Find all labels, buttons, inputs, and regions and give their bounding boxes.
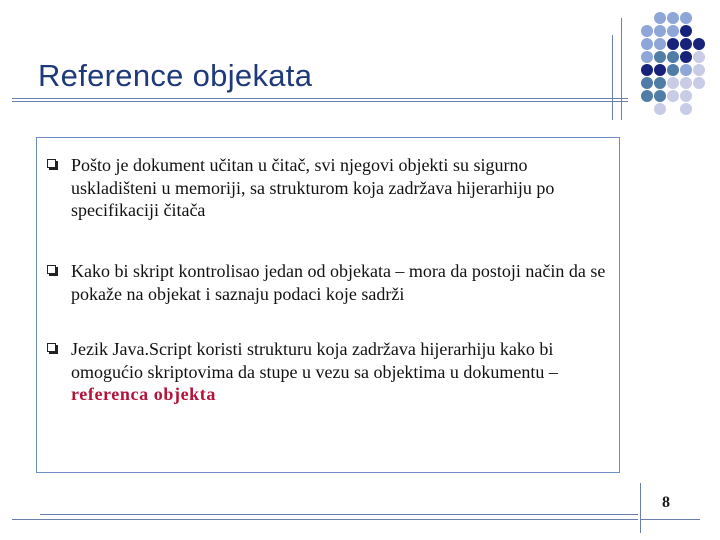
decorative-dot bbox=[654, 51, 666, 63]
decorative-dot bbox=[693, 64, 705, 76]
decorative-dot bbox=[693, 77, 705, 89]
bullet-text-body: Jezik Java.Script koristi strukturu koja zadržava hijerarhiju kako bi omogućio skriptovima da stupe u vezu sa objektima u dokumentu – bbox=[71, 339, 558, 382]
decorative-dot bbox=[667, 12, 679, 24]
highlighted-term: referenca objekta bbox=[71, 384, 216, 404]
decorative-dot bbox=[654, 103, 666, 115]
slide-title: Reference objekata bbox=[38, 58, 313, 93]
decorative-dot bbox=[667, 90, 679, 102]
footer-rule bbox=[640, 519, 700, 520]
decorative-dot bbox=[693, 51, 705, 63]
decorative-dot bbox=[680, 90, 692, 102]
decorative-dot bbox=[680, 64, 692, 76]
decorative-dot bbox=[680, 38, 692, 50]
decorative-dot-grid bbox=[640, 12, 720, 122]
decorative-dot bbox=[667, 64, 679, 76]
decorative-dot bbox=[680, 25, 692, 37]
bullet-text bbox=[71, 338, 607, 406]
decorative-dot bbox=[667, 38, 679, 50]
decorative-dot bbox=[667, 51, 679, 63]
header-rule bbox=[612, 35, 613, 120]
bullet-item bbox=[47, 154, 607, 222]
decorative-dot bbox=[654, 38, 666, 50]
content-box bbox=[36, 137, 620, 473]
decorative-dot bbox=[641, 25, 653, 37]
footer-rule bbox=[12, 519, 638, 520]
bullet-item bbox=[47, 260, 607, 305]
page-number: 8 bbox=[662, 494, 670, 511]
title-underline bbox=[12, 101, 628, 102]
decorative-dot bbox=[654, 90, 666, 102]
decorative-dot bbox=[654, 25, 666, 37]
bullet-text: Pošto je dokument učitan u čitač, svi njegovi objekti su sigurno uskladišteni u memoriji, sa strukturom koja zadržava hijerarhiju po specifikaciji čitača bbox=[71, 155, 555, 220]
decorative-dot bbox=[641, 64, 653, 76]
decorative-dot bbox=[641, 38, 653, 50]
hollow-square-bullet-icon bbox=[47, 265, 56, 274]
hollow-square-bullet-icon bbox=[47, 343, 56, 352]
title-underline bbox=[12, 98, 628, 99]
header-rule bbox=[621, 18, 622, 120]
decorative-dot bbox=[641, 90, 653, 102]
decorative-dot bbox=[654, 64, 666, 76]
decorative-dot bbox=[654, 12, 666, 24]
hollow-square-bullet-icon bbox=[47, 159, 56, 168]
decorative-dot bbox=[680, 103, 692, 115]
decorative-dot bbox=[680, 12, 692, 24]
decorative-dot bbox=[667, 77, 679, 89]
decorative-dot bbox=[641, 51, 653, 63]
footer-rule bbox=[640, 483, 641, 533]
decorative-dot bbox=[693, 38, 705, 50]
footer-rule bbox=[40, 514, 638, 515]
bullet-text: Kako bi skript kontrolisao jedan od objekata – mora da postoji način da se pokaže na objekat i saznaju podaci koje sadrži bbox=[71, 261, 606, 304]
decorative-dot bbox=[667, 25, 679, 37]
decorative-dot bbox=[680, 51, 692, 63]
bullet-item bbox=[47, 338, 607, 406]
decorative-dot bbox=[654, 77, 666, 89]
decorative-dot bbox=[641, 77, 653, 89]
decorative-dot bbox=[680, 77, 692, 89]
